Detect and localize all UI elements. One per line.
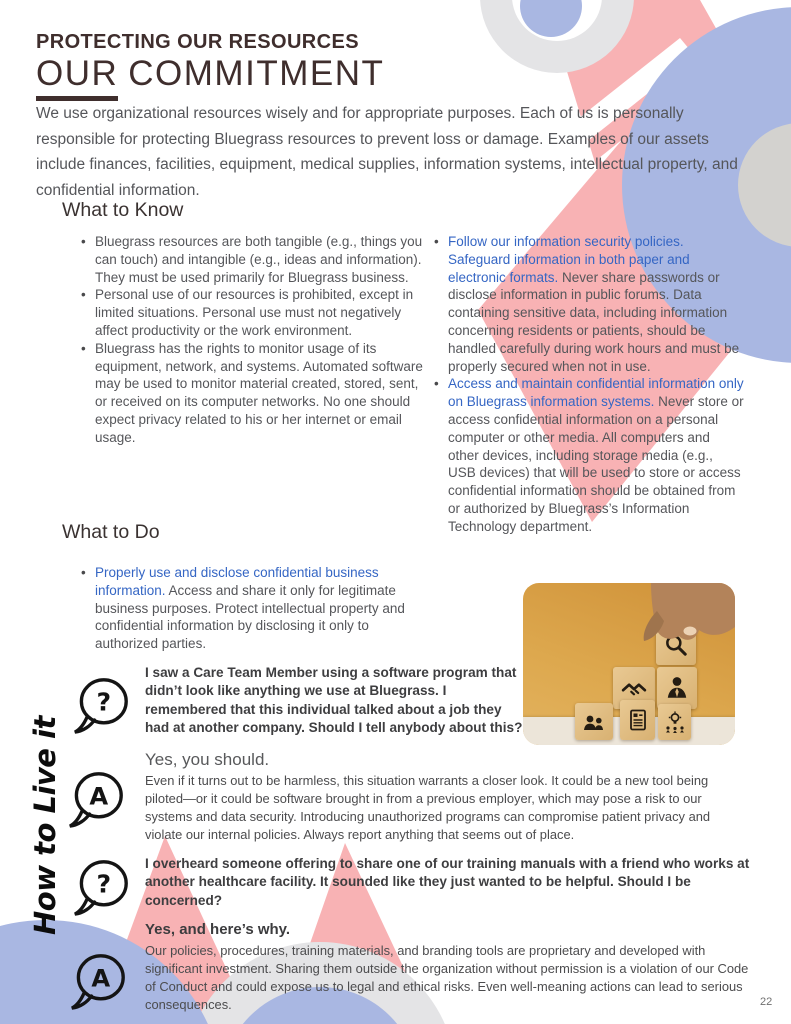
answer-glyph: A	[91, 963, 111, 993]
title-rest: COMMITMENT	[128, 54, 385, 93]
document-icon	[626, 706, 650, 734]
what-to-know-left-column	[95, 233, 429, 447]
bullet-item	[448, 233, 744, 375]
policy-lead-text: Access and maintain confidential information only on Bluegrass information systems.	[448, 376, 744, 410]
stacked-blocks-photo	[523, 583, 735, 745]
bullet-item: • Personal use of our resources is prohibited, except in limited situations. Personal use must not negatively affect productivity or the work environment.	[95, 286, 429, 339]
idea-icon	[663, 710, 687, 735]
question-bubble-icon	[73, 676, 129, 736]
policy-lead-text: Follow our information security policies. Safeguard information in both paper and electronic formats.	[448, 234, 690, 285]
answer-text: Even if it turns out to be harmless, this situation warrants a closer look. It could be a new tool being piloted—or it could be software brought in from a previous employer, which may pose a risk to our systems and data security. Introducing unauthorized programs can compromise patient privacy and violate our internal policies. Always report anything that seems out of place.	[145, 773, 711, 842]
answer-glyph: A	[89, 781, 109, 811]
businessperson-icon	[664, 674, 690, 702]
bullet-item: • Bluegrass resources are both tangible (e.g., things you can touch) and intangible (e.g., ideas and information). They must be used primarily for Bluegrass business.	[95, 233, 429, 286]
question-text: I overheard someone offering to share one of our training manuals with a friend who works at another healthcare facility. It sounded like they just wanted to be helpful. Should I be concerned?	[145, 856, 750, 908]
what-to-know-heading: What to Know	[62, 199, 184, 221]
block-idea	[658, 704, 691, 740]
handshake-icon	[619, 675, 649, 701]
answer-heading: Yes, and here’s why.	[145, 921, 291, 938]
answer-text: Our policies, procedures, training materials, and branding tools are proprietary and developed with significant investment. Sharing them outside the organization without permission is a violation of our Code of Conduct and could expose us to legal and ethical risks. Even well-meaning actions can lead to serious consequences.	[145, 943, 749, 1012]
bullet-body-text: Never share passwords or disclose information in public forums. Data containing sensitive data, including information concerning residents or patients, should be handled carefully during work hours and must be properly secured when not in use.	[448, 269, 740, 374]
hand-illustration	[523, 583, 735, 653]
what-to-know-right-column	[448, 233, 744, 536]
page-eyebrow: PROTECTING OUR RESOURCES	[36, 31, 359, 53]
page-title	[36, 54, 384, 94]
answer-bubble-icon	[68, 770, 124, 830]
what-to-do-list	[95, 564, 419, 653]
answer-bubble-icon	[70, 952, 126, 1012]
intro-paragraph: We use organizational resources wisely and for appropriate purposes. Each of us is personally responsible for protecting Bluegrass resources to prevent loss or damage. Examples of our assets include finances, facilities, equipment, medical supplies, information systems, intellectual property, and confidential information.	[36, 105, 738, 199]
policy-lead-text: Properly use and disclose confidential business information.	[95, 565, 379, 598]
title-underlined-word: OUR	[36, 54, 118, 101]
bullet-item: • Bluegrass has the rights to monitor usage of its equipment, network, and systems. Automated software may be used to monitor material created, stored, sent, or received on its computer networks. No one should expect privacy related to his or her internet or email usage.	[95, 340, 429, 447]
section-side-label: How to Live it	[28, 716, 62, 935]
question-text: I saw a Care Team Member using a software program that didn’t look like anything we use at Bluegrass. I remembered that this individual talked about a job they had at another company. Should I tell anybody about this?	[145, 665, 523, 736]
bullet-item	[95, 564, 419, 653]
bullet-body-text: Access and share it only for legitimate business purposes. Protect intellectual property and confidential information by disclosing it only to authorized parties.	[95, 582, 405, 652]
block-document	[620, 700, 655, 740]
bullet-body-text: Never store or access confidential information on a personal computer or other media. All computers and other devices, including storage media (e.g., USB devices) that will be used to store or access confidential information should be obtained from or authorized by Bluegrass’s Information Technology department.	[448, 394, 744, 534]
question-glyph: ?	[96, 687, 112, 717]
question-glyph: ?	[96, 869, 112, 899]
bullet-item	[448, 375, 744, 535]
question-bubble-icon	[73, 858, 129, 918]
what-to-do-heading: What to Do	[62, 521, 160, 543]
block-team	[575, 703, 613, 740]
answer-heading: Yes, you should.	[145, 750, 270, 769]
team-icon	[581, 710, 607, 734]
page-number: 22	[760, 996, 773, 1008]
block-businessperson	[657, 667, 697, 709]
